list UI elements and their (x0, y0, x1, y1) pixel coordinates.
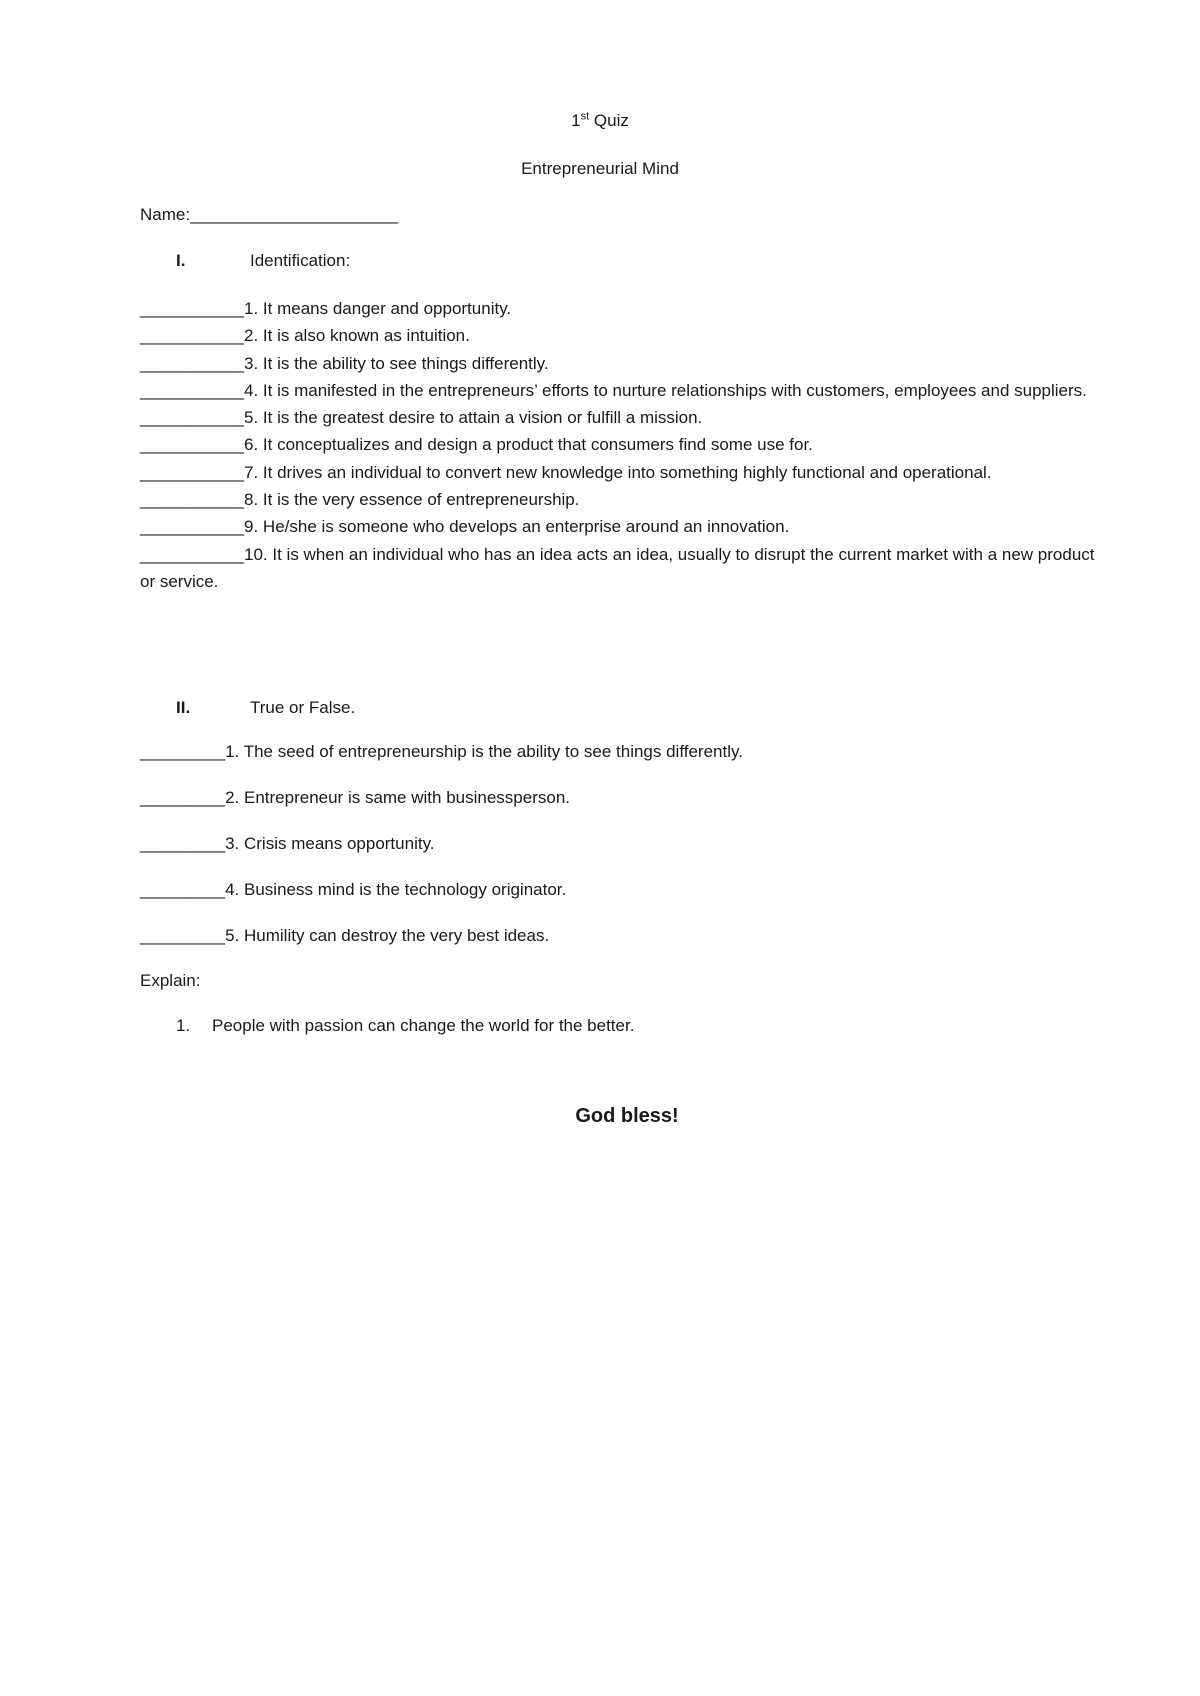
question-text: 1. It means danger and opportunity. (244, 299, 512, 318)
answer-blank: _________ (140, 742, 226, 761)
name-field (140, 204, 398, 226)
statement-text: 2. Entrepreneur is same with businessperson. (225, 788, 570, 807)
identification-item (140, 295, 1100, 322)
answer-blank: ___________ (140, 435, 245, 455)
question-text: 3. It is the ability to see things differently. (244, 353, 549, 373)
section1-title: Identification: (250, 251, 351, 270)
answer-blank: _________ (140, 880, 226, 899)
question-text: 8. It is the very essence of entrepreneurship. (244, 490, 580, 510)
identification-item (140, 322, 1100, 349)
closing-blessing: God bless! (575, 1105, 679, 1127)
answer-blank: ___________ (140, 380, 245, 400)
title-number: 1 (571, 111, 581, 130)
title-superscript: st (580, 110, 590, 123)
true-false-item (140, 787, 1100, 833)
identification-list (140, 295, 1100, 595)
answer-blank: ___________ (140, 462, 245, 482)
answer-blank: ___________ (140, 326, 245, 346)
true-false-item (140, 833, 1100, 879)
question-text: 5. It is the greatest desire to attain a vision or fulfill a mission. (244, 408, 703, 428)
explain-item (176, 1015, 634, 1037)
title-text: Quiz (589, 111, 629, 130)
answer-blank: _________ (140, 926, 226, 945)
question-text: 4. It is manifested in the entrepreneurs’ efforts to nurture relationships with customers, employees and suppliers. (244, 380, 1087, 400)
identification-item (140, 513, 1100, 540)
true-false-item (140, 741, 1100, 787)
name-label: Name: (140, 205, 191, 224)
identification-item (140, 431, 1100, 458)
statement-text: 1. The seed of entrepreneurship is the ability to see things differently. (225, 742, 743, 761)
answer-blank: ___________ (140, 490, 245, 510)
question-text: 9. He/she is someone who develops an enterprise around an innovation. (244, 517, 790, 537)
answer-blank: ___________ (140, 353, 245, 373)
section2-numeral: II. (176, 698, 191, 717)
identification-item (140, 486, 1100, 513)
identification-item (140, 350, 1100, 377)
question-text: 2. It is also known as intuition. (244, 326, 470, 346)
true-false-item (140, 925, 1100, 971)
true-false-list (140, 741, 1100, 971)
explain-item-number: 1. (176, 1016, 191, 1035)
question-text: 6. It conceptualizes and design a product that consumers find some use for. (244, 435, 813, 455)
statement-text: 4. Business mind is the technology originator. (225, 880, 567, 899)
explain-item-text: People with passion can change the world for the better. (212, 1016, 635, 1035)
answer-blank: ___________ (140, 544, 245, 564)
explain-label: Explain: (140, 971, 201, 990)
quiz-subtitle: Entrepreneurial Mind (521, 159, 679, 178)
question-text: 7. It drives an individual to convert new knowledge into something highly functional and operational. (244, 462, 992, 482)
question-text: 10. It is when an individual who has an idea acts an idea, usually to disrupt the current market with a new product or service. (140, 544, 1095, 591)
quiz-title (0, 110, 1200, 132)
answer-blank: ___________ (140, 299, 245, 318)
identification-item (140, 459, 1100, 486)
section1-numeral: I. (176, 251, 186, 270)
statement-text: 5. Humility can destroy the very best ideas. (225, 926, 550, 945)
statement-text: 3. Crisis means opportunity. (225, 834, 435, 853)
answer-blank: _________ (140, 834, 226, 853)
answer-blank: ___________ (140, 408, 245, 428)
answer-blank: _________ (140, 788, 226, 807)
identification-item (140, 404, 1100, 431)
section2-title: True or False. (250, 698, 356, 717)
identification-item (140, 541, 1100, 596)
true-false-item (140, 879, 1100, 925)
identification-item (140, 377, 1100, 404)
name-blank: ______________________ (190, 205, 399, 224)
answer-blank: ___________ (140, 517, 245, 537)
